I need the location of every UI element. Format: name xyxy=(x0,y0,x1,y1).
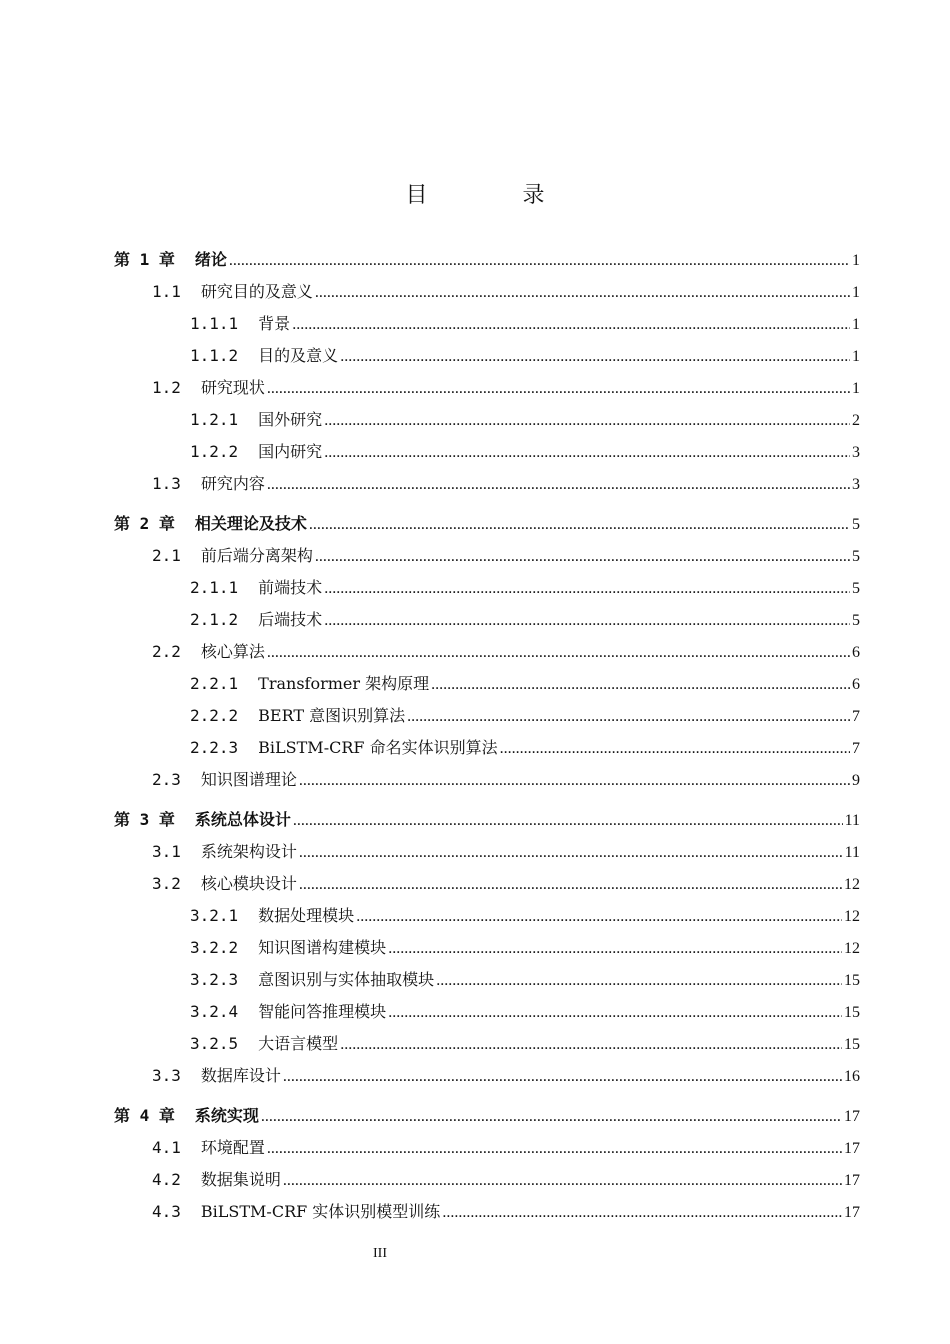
toc-leader-dots xyxy=(407,701,850,733)
toc-entry[interactable] xyxy=(114,1164,860,1196)
toc-entry[interactable] xyxy=(114,636,860,668)
toc-leader-dots xyxy=(283,1061,842,1093)
toc-entry-label: 数据处理模块 xyxy=(258,906,355,925)
toc-entry-page: 9 xyxy=(852,772,860,789)
toc-entry-page: 17 xyxy=(844,1108,860,1125)
toc-entry[interactable] xyxy=(114,1100,860,1132)
toc-entry[interactable] xyxy=(114,668,860,700)
toc-entry[interactable] xyxy=(114,340,860,372)
toc-entry-label: 国内研究 xyxy=(258,442,323,461)
toc-entry-label: Transformer 架构原理 xyxy=(258,674,430,693)
page-title: 目 录 xyxy=(405,183,589,208)
toc-leader-dots xyxy=(356,901,842,933)
toc-entry-label: BiLSTM-CRF 命名实体识别算法 xyxy=(258,738,498,757)
toc-entry-label: 数据集说明 xyxy=(200,1170,281,1189)
toc-entry[interactable] xyxy=(114,1028,860,1060)
toc-entry-page: 5 xyxy=(852,516,860,533)
toc-leader-dots xyxy=(309,509,850,541)
toc-entry-label: 核心模块设计 xyxy=(200,874,297,893)
toc-entry[interactable] xyxy=(114,308,860,340)
toc-entry[interactable] xyxy=(114,932,860,964)
toc-entry-number: 3.2.1 xyxy=(190,906,239,925)
page-number: III xyxy=(373,1246,387,1261)
table-of-contents xyxy=(114,244,860,1228)
toc-entry[interactable] xyxy=(114,540,860,572)
toc-entry-number: 2.2.2 xyxy=(190,706,239,725)
toc-entry[interactable] xyxy=(114,436,860,468)
toc-leader-dots xyxy=(340,341,850,373)
toc-entry-page: 15 xyxy=(844,1004,860,1021)
toc-entry-label: 背景 xyxy=(258,314,291,333)
toc-leader-dots xyxy=(431,669,850,701)
toc-entry-number: 2.2.3 xyxy=(190,738,239,757)
toc-entry-page: 6 xyxy=(852,644,860,661)
toc-entry[interactable] xyxy=(114,996,860,1028)
toc-leader-dots xyxy=(500,733,850,765)
toc-leader-dots xyxy=(229,245,850,277)
toc-entry-label: 研究目的及意义 xyxy=(200,282,313,301)
toc-leader-dots xyxy=(442,1197,842,1229)
toc-leader-dots xyxy=(267,469,850,501)
toc-entry-number: 第 1 章 xyxy=(114,250,175,269)
toc-entry-label: 系统总体设计 xyxy=(194,810,291,829)
toc-entry-number: 1.1.2 xyxy=(190,346,239,365)
toc-leader-dots xyxy=(299,765,850,797)
toc-entry[interactable] xyxy=(114,372,860,404)
toc-entry-page: 11 xyxy=(844,812,860,829)
toc-leader-dots xyxy=(324,437,850,469)
toc-leader-dots xyxy=(292,309,850,341)
toc-entry-page: 7 xyxy=(852,740,860,757)
toc-entry[interactable] xyxy=(114,1132,860,1164)
toc-entry-number: 第 4 章 xyxy=(114,1106,175,1125)
toc-entry[interactable] xyxy=(114,508,860,540)
toc-entry-number: 3.2.5 xyxy=(190,1034,239,1053)
toc-entry[interactable] xyxy=(114,868,860,900)
toc-entry[interactable] xyxy=(114,732,860,764)
toc-entry-page: 5 xyxy=(852,612,860,629)
toc-entry-page: 11 xyxy=(844,844,860,861)
toc-entry-number: 4.1 xyxy=(152,1138,181,1157)
toc-leader-dots xyxy=(315,277,850,309)
toc-entry-label: 环境配置 xyxy=(200,1138,265,1157)
toc-leader-dots xyxy=(299,837,843,869)
toc-entry-number: 第 2 章 xyxy=(114,514,175,533)
toc-entry[interactable] xyxy=(114,1060,860,1092)
toc-entry-label: 系统架构设计 xyxy=(200,842,297,861)
toc-entry-number: 3.2.2 xyxy=(190,938,239,957)
toc-entry-page: 1 xyxy=(852,380,860,397)
toc-entry-number: 2.1.1 xyxy=(190,578,239,597)
toc-entry-number: 3.2.3 xyxy=(190,970,239,989)
toc-entry-number: 第 3 章 xyxy=(114,810,175,829)
toc-entry-page: 1 xyxy=(852,252,860,269)
toc-entry-number: 1.1 xyxy=(152,282,181,301)
toc-entry-label: 目的及意义 xyxy=(258,346,339,365)
toc-entry[interactable] xyxy=(114,604,860,636)
toc-entry[interactable] xyxy=(114,804,860,836)
toc-entry-page: 17 xyxy=(844,1140,860,1157)
toc-leader-dots xyxy=(283,1165,842,1197)
toc-entry-label: 相关理论及技术 xyxy=(194,514,307,533)
toc-entry[interactable] xyxy=(114,572,860,604)
toc-entry-number: 3.2.4 xyxy=(190,1002,239,1021)
toc-entry-label: 国外研究 xyxy=(258,410,323,429)
toc-entry-label: 绪论 xyxy=(194,250,227,269)
toc-leader-dots xyxy=(436,965,842,997)
toc-entry[interactable] xyxy=(114,764,860,796)
toc-entry-number: 2.2.1 xyxy=(190,674,239,693)
toc-entry-label: 大语言模型 xyxy=(258,1034,339,1053)
toc-entry-number: 3.2 xyxy=(152,874,181,893)
toc-entry-page: 15 xyxy=(844,1036,860,1053)
toc-entry-label: BiLSTM-CRF 实体识别模型训练 xyxy=(200,1202,441,1221)
toc-entry-label: 意图识别与实体抽取模块 xyxy=(258,970,435,989)
toc-leader-dots xyxy=(299,869,842,901)
toc-entry-page: 1 xyxy=(852,316,860,333)
toc-entry-page: 1 xyxy=(852,284,860,301)
toc-entry-number: 2.1 xyxy=(152,546,181,565)
toc-leader-dots xyxy=(388,933,842,965)
toc-entry-label: 智能问答推理模块 xyxy=(258,1002,387,1021)
toc-entry[interactable] xyxy=(114,1196,860,1228)
toc-leader-dots xyxy=(315,541,850,573)
toc-leader-dots xyxy=(340,1029,842,1061)
toc-leader-dots xyxy=(324,405,850,437)
toc-entry-number: 1.2.1 xyxy=(190,410,239,429)
toc-entry-page: 3 xyxy=(852,444,860,461)
toc-entry-label: 研究内容 xyxy=(200,474,265,493)
toc-entry-label: 前端技术 xyxy=(258,578,323,597)
toc-entry[interactable] xyxy=(114,900,860,932)
toc-leader-dots xyxy=(324,573,850,605)
toc-entry-number: 3.3 xyxy=(152,1066,181,1085)
toc-entry-number: 2.2 xyxy=(152,642,181,661)
toc-entry-page: 5 xyxy=(852,548,860,565)
toc-entry[interactable] xyxy=(114,404,860,436)
toc-leader-dots xyxy=(261,1101,842,1133)
toc-entry-page: 15 xyxy=(844,972,860,989)
toc-leader-dots xyxy=(267,1133,842,1165)
toc-entry-number: 1.2.2 xyxy=(190,442,239,461)
toc-entry-number: 2.1.2 xyxy=(190,610,239,629)
toc-entry-page: 12 xyxy=(844,908,860,925)
toc-entry-number: 2.3 xyxy=(152,770,181,789)
toc-entry-number: 1.2 xyxy=(152,378,181,397)
toc-entry[interactable] xyxy=(114,276,860,308)
toc-entry-label: BERT 意图识别算法 xyxy=(258,706,406,725)
toc-leader-dots xyxy=(324,605,850,637)
toc-entry-page: 2 xyxy=(852,412,860,429)
toc-entry-label: 后端技术 xyxy=(258,610,323,629)
toc-entry-page: 17 xyxy=(844,1172,860,1189)
toc-entry[interactable] xyxy=(114,700,860,732)
toc-leader-dots xyxy=(267,637,850,669)
toc-entry-page: 1 xyxy=(852,348,860,365)
toc-entry-page: 5 xyxy=(852,580,860,597)
toc-leader-dots xyxy=(388,997,842,1029)
toc-entry-label: 系统实现 xyxy=(194,1106,259,1125)
toc-entry-number: 1.1.1 xyxy=(190,314,239,333)
toc-entry-number: 3.1 xyxy=(152,842,181,861)
toc-entry-label: 研究现状 xyxy=(200,378,265,397)
toc-entry-label: 核心算法 xyxy=(200,642,265,661)
toc-entry-page: 12 xyxy=(844,876,860,893)
toc-entry[interactable] xyxy=(114,964,860,996)
toc-entry-page: 16 xyxy=(844,1068,860,1085)
toc-entry-page: 3 xyxy=(852,476,860,493)
toc-entry-label: 前后端分离架构 xyxy=(200,546,313,565)
toc-entry-label: 数据库设计 xyxy=(200,1066,281,1085)
toc-entry-page: 17 xyxy=(844,1204,860,1221)
toc-entry[interactable] xyxy=(114,468,860,500)
toc-entry-page: 6 xyxy=(852,676,860,693)
toc-entry-number: 4.2 xyxy=(152,1170,181,1189)
toc-entry-number: 4.3 xyxy=(152,1202,181,1221)
toc-leader-dots xyxy=(267,373,850,405)
toc-entry-number: 1.3 xyxy=(152,474,181,493)
toc-entry-label: 知识图谱构建模块 xyxy=(258,938,387,957)
toc-leader-dots xyxy=(293,805,843,837)
toc-entry-page: 12 xyxy=(844,940,860,957)
toc-entry-page: 7 xyxy=(852,708,860,725)
toc-entry[interactable] xyxy=(114,244,860,276)
toc-entry[interactable] xyxy=(114,836,860,868)
toc-entry-label: 知识图谱理论 xyxy=(200,770,297,789)
